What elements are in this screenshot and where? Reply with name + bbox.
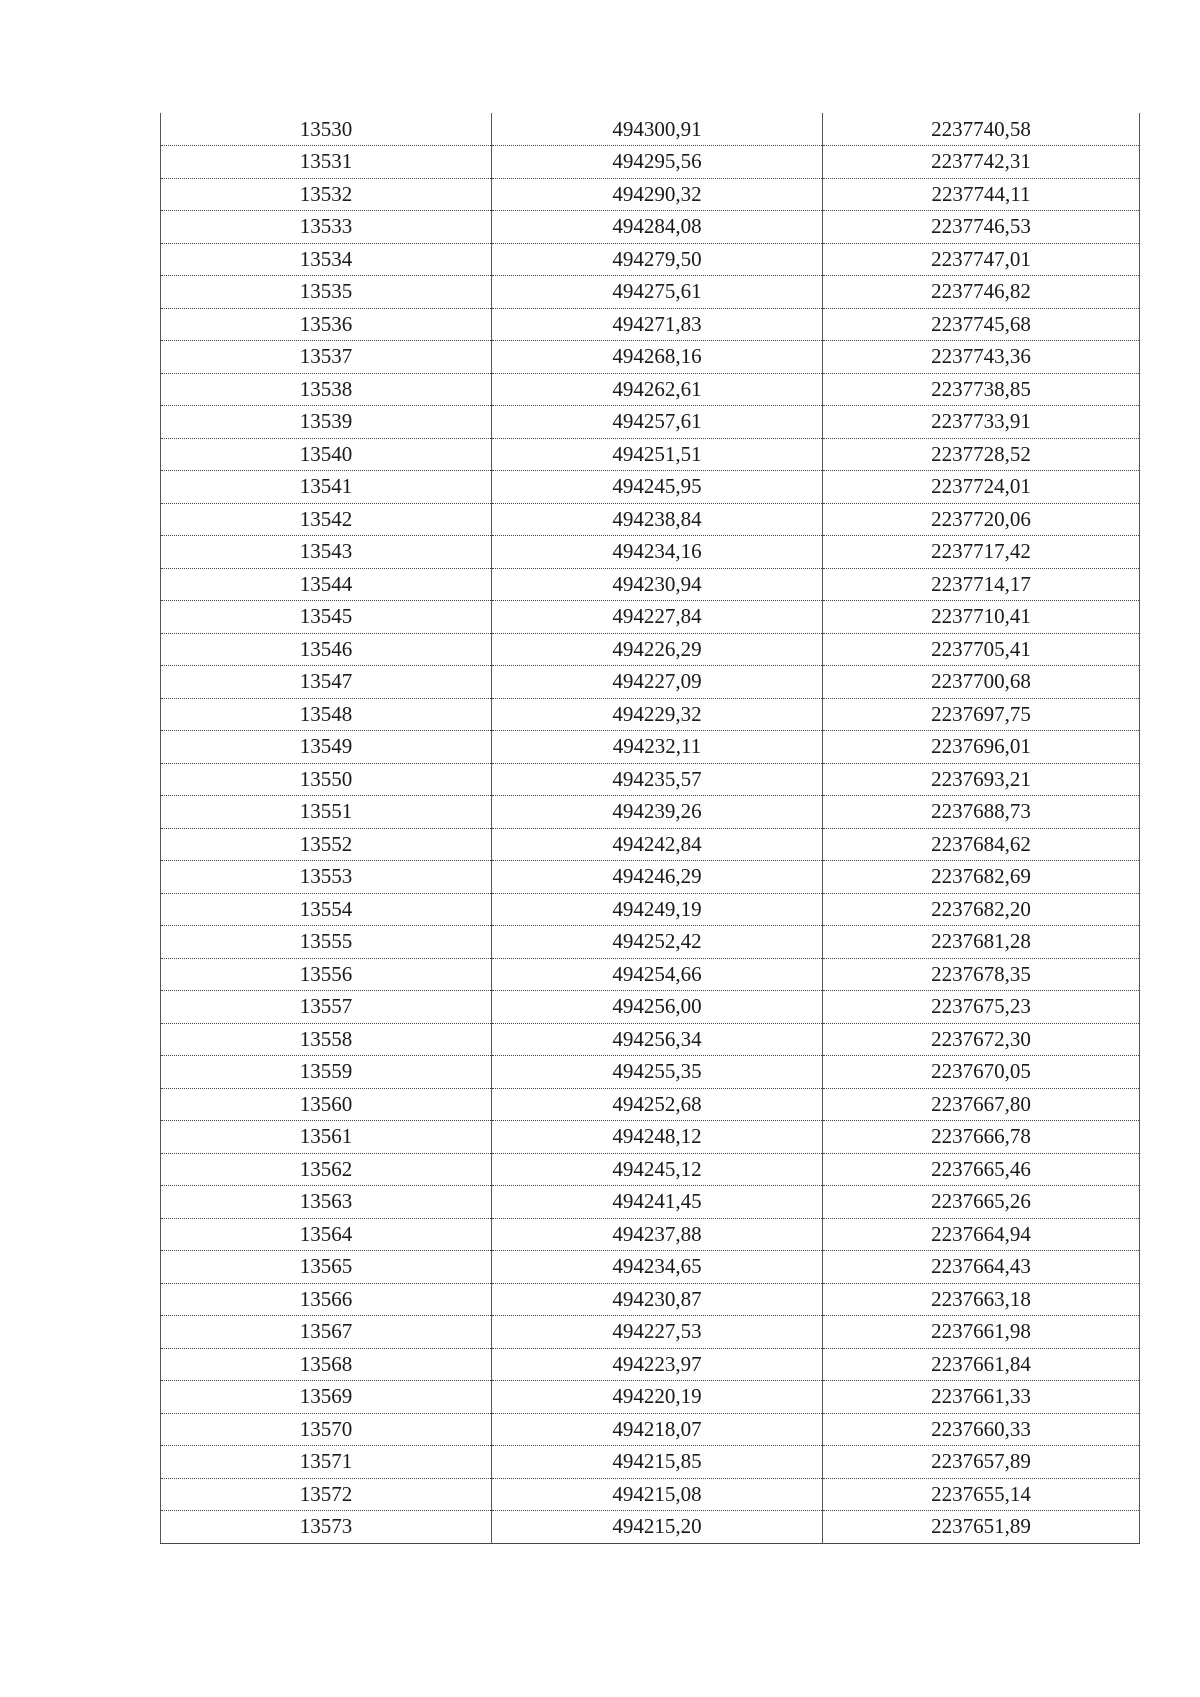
x-coordinate-cell: 494290,32 [492,178,823,211]
point-number-cell: 13560 [161,1088,492,1121]
table-row [161,1283,1140,1316]
table-row [161,958,1140,991]
point-number-cell: 13562 [161,1153,492,1186]
x-coordinate-cell: 494242,84 [492,828,823,861]
point-number-cell: 13564 [161,1218,492,1251]
point-number-cell: 13531 [161,146,492,179]
point-number-cell: 13563 [161,1186,492,1219]
y-coordinate-cell: 2237660,33 [823,1413,1140,1446]
y-coordinate-cell: 2237682,20 [823,893,1140,926]
y-coordinate-cell: 2237746,53 [823,211,1140,244]
y-coordinate-cell: 2237744,11 [823,178,1140,211]
x-coordinate-cell: 494256,34 [492,1023,823,1056]
y-coordinate-cell: 2237672,30 [823,1023,1140,1056]
point-number-cell: 13538 [161,373,492,406]
point-number-cell: 13558 [161,1023,492,1056]
point-number-cell: 13549 [161,731,492,764]
table-row [161,1251,1140,1284]
point-number-cell: 13534 [161,243,492,276]
table-row [161,731,1140,764]
y-coordinate-cell: 2237747,01 [823,243,1140,276]
y-coordinate-cell: 2237651,89 [823,1511,1140,1544]
table-row [161,1316,1140,1349]
x-coordinate-cell: 494254,66 [492,958,823,991]
table-row [161,341,1140,374]
y-coordinate-cell: 2237693,21 [823,763,1140,796]
x-coordinate-cell: 494248,12 [492,1121,823,1154]
table-row [161,536,1140,569]
y-coordinate-cell: 2237675,23 [823,991,1140,1024]
x-coordinate-cell: 494245,95 [492,471,823,504]
point-number-cell: 13536 [161,308,492,341]
x-coordinate-cell: 494235,57 [492,763,823,796]
y-coordinate-cell: 2237667,80 [823,1088,1140,1121]
table-row [161,276,1140,309]
point-number-cell: 13540 [161,438,492,471]
y-coordinate-cell: 2237665,46 [823,1153,1140,1186]
x-coordinate-cell: 494268,16 [492,341,823,374]
x-coordinate-cell: 494227,09 [492,666,823,699]
x-coordinate-cell: 494284,08 [492,211,823,244]
table-row [161,1511,1140,1544]
x-coordinate-cell: 494249,19 [492,893,823,926]
table-row [161,178,1140,211]
x-coordinate-cell: 494251,51 [492,438,823,471]
table-row [161,861,1140,894]
table-row [161,1348,1140,1381]
table-row [161,1413,1140,1446]
table-row [161,633,1140,666]
table-row [161,471,1140,504]
point-number-cell: 13565 [161,1251,492,1284]
x-coordinate-cell: 494227,84 [492,601,823,634]
y-coordinate-cell: 2237710,41 [823,601,1140,634]
point-number-cell: 13554 [161,893,492,926]
x-coordinate-cell: 494241,45 [492,1186,823,1219]
y-coordinate-cell: 2237740,58 [823,113,1140,146]
x-coordinate-cell: 494220,19 [492,1381,823,1414]
point-number-cell: 13537 [161,341,492,374]
point-number-cell: 13542 [161,503,492,536]
y-coordinate-cell: 2237733,91 [823,406,1140,439]
x-coordinate-cell: 494218,07 [492,1413,823,1446]
y-coordinate-cell: 2237661,33 [823,1381,1140,1414]
x-coordinate-cell: 494252,68 [492,1088,823,1121]
point-number-cell: 13541 [161,471,492,504]
x-coordinate-cell: 494256,00 [492,991,823,1024]
x-coordinate-cell: 494234,65 [492,1251,823,1284]
x-coordinate-cell: 494255,35 [492,1056,823,1089]
point-number-cell: 13533 [161,211,492,244]
point-number-cell: 13571 [161,1446,492,1479]
y-coordinate-cell: 2237714,17 [823,568,1140,601]
point-number-cell: 13570 [161,1413,492,1446]
point-number-cell: 13551 [161,796,492,829]
x-coordinate-cell: 494271,83 [492,308,823,341]
table-row [161,1446,1140,1479]
table-row [161,698,1140,731]
y-coordinate-cell: 2237666,78 [823,1121,1140,1154]
y-coordinate-cell: 2237728,52 [823,438,1140,471]
point-number-cell: 13555 [161,926,492,959]
table-row [161,926,1140,959]
point-number-cell: 13566 [161,1283,492,1316]
point-number-cell: 13550 [161,763,492,796]
x-coordinate-cell: 494234,16 [492,536,823,569]
table-row [161,406,1140,439]
table-row [161,991,1140,1024]
point-number-cell: 13547 [161,666,492,699]
table-row [161,828,1140,861]
y-coordinate-cell: 2237743,36 [823,341,1140,374]
y-coordinate-cell: 2237738,85 [823,373,1140,406]
table-row [161,308,1140,341]
table-row [161,243,1140,276]
point-number-cell: 13559 [161,1056,492,1089]
y-coordinate-cell: 2237724,01 [823,471,1140,504]
y-coordinate-cell: 2237665,26 [823,1186,1140,1219]
y-coordinate-cell: 2237663,18 [823,1283,1140,1316]
point-number-cell: 13543 [161,536,492,569]
table-row [161,666,1140,699]
x-coordinate-cell: 494226,29 [492,633,823,666]
x-coordinate-cell: 494295,56 [492,146,823,179]
y-coordinate-cell: 2237700,68 [823,666,1140,699]
point-number-cell: 13535 [161,276,492,309]
point-number-cell: 13552 [161,828,492,861]
y-coordinate-cell: 2237746,82 [823,276,1140,309]
x-coordinate-cell: 494252,42 [492,926,823,959]
x-coordinate-cell: 494237,88 [492,1218,823,1251]
point-number-cell: 13569 [161,1381,492,1414]
y-coordinate-cell: 2237697,75 [823,698,1140,731]
table-row [161,113,1140,146]
coordinate-table-body [161,113,1140,1543]
x-coordinate-cell: 494223,97 [492,1348,823,1381]
table-row [161,211,1140,244]
table-row [161,763,1140,796]
x-coordinate-cell: 494215,20 [492,1511,823,1544]
point-number-cell: 13539 [161,406,492,439]
table-row [161,601,1140,634]
x-coordinate-cell: 494238,84 [492,503,823,536]
point-number-cell: 13530 [161,113,492,146]
x-coordinate-cell: 494215,85 [492,1446,823,1479]
x-coordinate-cell: 494230,87 [492,1283,823,1316]
y-coordinate-cell: 2237682,69 [823,861,1140,894]
x-coordinate-cell: 494279,50 [492,243,823,276]
y-coordinate-cell: 2237661,98 [823,1316,1140,1349]
point-number-cell: 13548 [161,698,492,731]
y-coordinate-cell: 2237664,94 [823,1218,1140,1251]
y-coordinate-cell: 2237657,89 [823,1446,1140,1479]
point-number-cell: 13532 [161,178,492,211]
y-coordinate-cell: 2237745,68 [823,308,1140,341]
x-coordinate-cell: 494215,08 [492,1478,823,1511]
x-coordinate-cell: 494229,32 [492,698,823,731]
point-number-cell: 13557 [161,991,492,1024]
point-number-cell: 13546 [161,633,492,666]
x-coordinate-cell: 494239,26 [492,796,823,829]
point-number-cell: 13567 [161,1316,492,1349]
y-coordinate-cell: 2237742,31 [823,146,1140,179]
y-coordinate-cell: 2237655,14 [823,1478,1140,1511]
table-row [161,1478,1140,1511]
coordinate-table [160,113,1140,1544]
table-row [161,1088,1140,1121]
y-coordinate-cell: 2237678,35 [823,958,1140,991]
table-row [161,1153,1140,1186]
y-coordinate-cell: 2237717,42 [823,536,1140,569]
x-coordinate-cell: 494245,12 [492,1153,823,1186]
y-coordinate-cell: 2237670,05 [823,1056,1140,1089]
table-row [161,1023,1140,1056]
x-coordinate-cell: 494262,61 [492,373,823,406]
point-number-cell: 13568 [161,1348,492,1381]
table-row [161,1381,1140,1414]
y-coordinate-cell: 2237661,84 [823,1348,1140,1381]
table-row [161,1121,1140,1154]
y-coordinate-cell: 2237681,28 [823,926,1140,959]
table-row [161,503,1140,536]
table-row [161,438,1140,471]
y-coordinate-cell: 2237684,62 [823,828,1140,861]
table-row [161,1218,1140,1251]
x-coordinate-cell: 494275,61 [492,276,823,309]
x-coordinate-cell: 494232,11 [492,731,823,764]
y-coordinate-cell: 2237664,43 [823,1251,1140,1284]
y-coordinate-cell: 2237720,06 [823,503,1140,536]
point-number-cell: 13545 [161,601,492,634]
table-row [161,796,1140,829]
x-coordinate-cell: 494227,53 [492,1316,823,1349]
point-number-cell: 13561 [161,1121,492,1154]
point-number-cell: 13572 [161,1478,492,1511]
point-number-cell: 13556 [161,958,492,991]
y-coordinate-cell: 2237705,41 [823,633,1140,666]
point-number-cell: 13573 [161,1511,492,1544]
x-coordinate-cell: 494230,94 [492,568,823,601]
x-coordinate-cell: 494300,91 [492,113,823,146]
x-coordinate-cell: 494257,61 [492,406,823,439]
table-row [161,373,1140,406]
point-number-cell: 13544 [161,568,492,601]
table-row [161,1056,1140,1089]
table-row [161,146,1140,179]
y-coordinate-cell: 2237696,01 [823,731,1140,764]
y-coordinate-cell: 2237688,73 [823,796,1140,829]
point-number-cell: 13553 [161,861,492,894]
x-coordinate-cell: 494246,29 [492,861,823,894]
table-row [161,893,1140,926]
table-row [161,568,1140,601]
table-row [161,1186,1140,1219]
